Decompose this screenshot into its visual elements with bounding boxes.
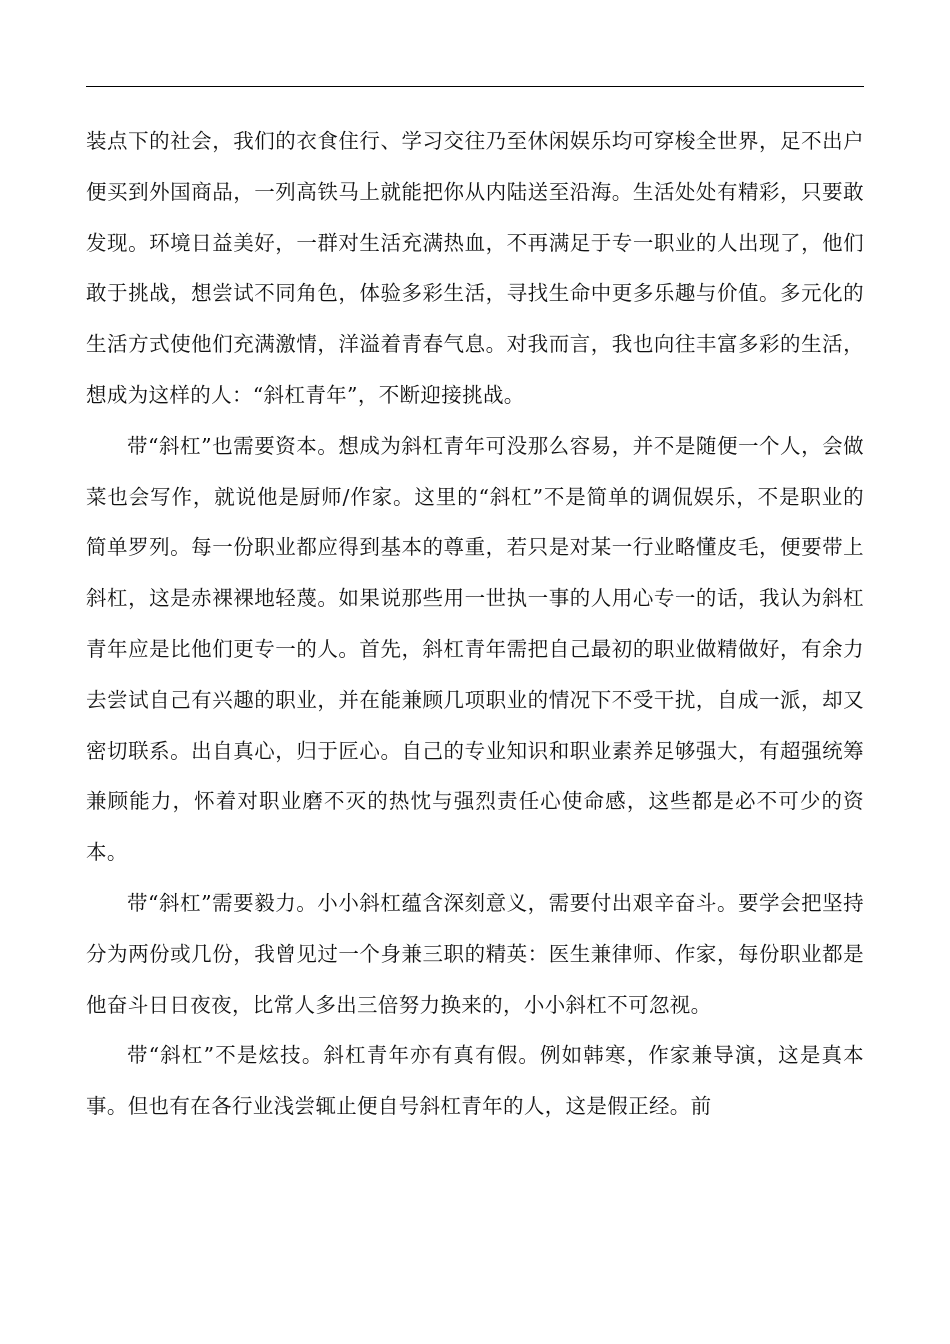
paragraph-perseverance: 带“斜杠”需要毅力。小小斜杠蕴含深刻意义，需要付出艰辛奋斗。要学会把坚持分为两份或几份，我曾见过一个身兼三职的精英：医生兼律师、作家，每份职业都是他奋斗日日夜夜，比常人多出三倍努力换来的，小小斜杠不可忽视。 (86, 890, 864, 1017)
paragraph-capital: 带“斜杠”也需要资本。想成为斜杠青年可没那么容易，并不是随便一个人，会做菜也会写作，就说他是厨师/作家。这里的“斜杠”不是简单的调侃娱乐，不是职业的简单罗列。每一份职业都应得到基本的尊重，若只是对某一行业略懂皮毛，便要带上斜杠，这是赤裸裸地轻蔑。如果说那些用一世执一事的人用心专一的话，我认为斜杠青年应是比他们更专一的人。首先，斜杠青年需把自己最初的职业做精做好，有余力去尝试自己有兴趣的职业，并在能兼顾几项职业的情况下不受干扰，自成一派，却又密切联系。出自真心，归于匠心。自己的专业知识和职业素养足够强大，有超强统筹兼顾能力，怀着对职业磨不灭的热忱与强烈责任心使命感，这些都是必不可少的资本。 (86, 433, 864, 865)
header-rule (86, 86, 864, 87)
body-text (86, 116, 864, 1132)
paragraph-not-showing-off: 带“斜杠”不是炫技。斜杠青年亦有真有假。例如韩寒，作家兼导演，这是真本事。但也有在各行业浅尝辄止便自号斜杠青年的人，这是假正经。前 (86, 1043, 864, 1119)
paragraph-continuation: 装点下的社会，我们的衣食住行、学习交往乃至休闲娱乐均可穿梭全世界，足不出户便买到外国商品，一列高铁马上就能把你从内陆送至沿海。生活处处有精彩，只要敢发现。环境日益美好，一群对生活充满热血，不再满足于专一职业的人出现了，他们敢于挑战，想尝试不同角色，体验多彩生活，寻找生命中更多乐趣与价值。多元化的生活方式使他们充满激情，洋溢着青春气息。对我而言，我也向往丰富多彩的生活，想成为这样的人：“斜杠青年”，不断迎接挑战。 (86, 129, 864, 407)
